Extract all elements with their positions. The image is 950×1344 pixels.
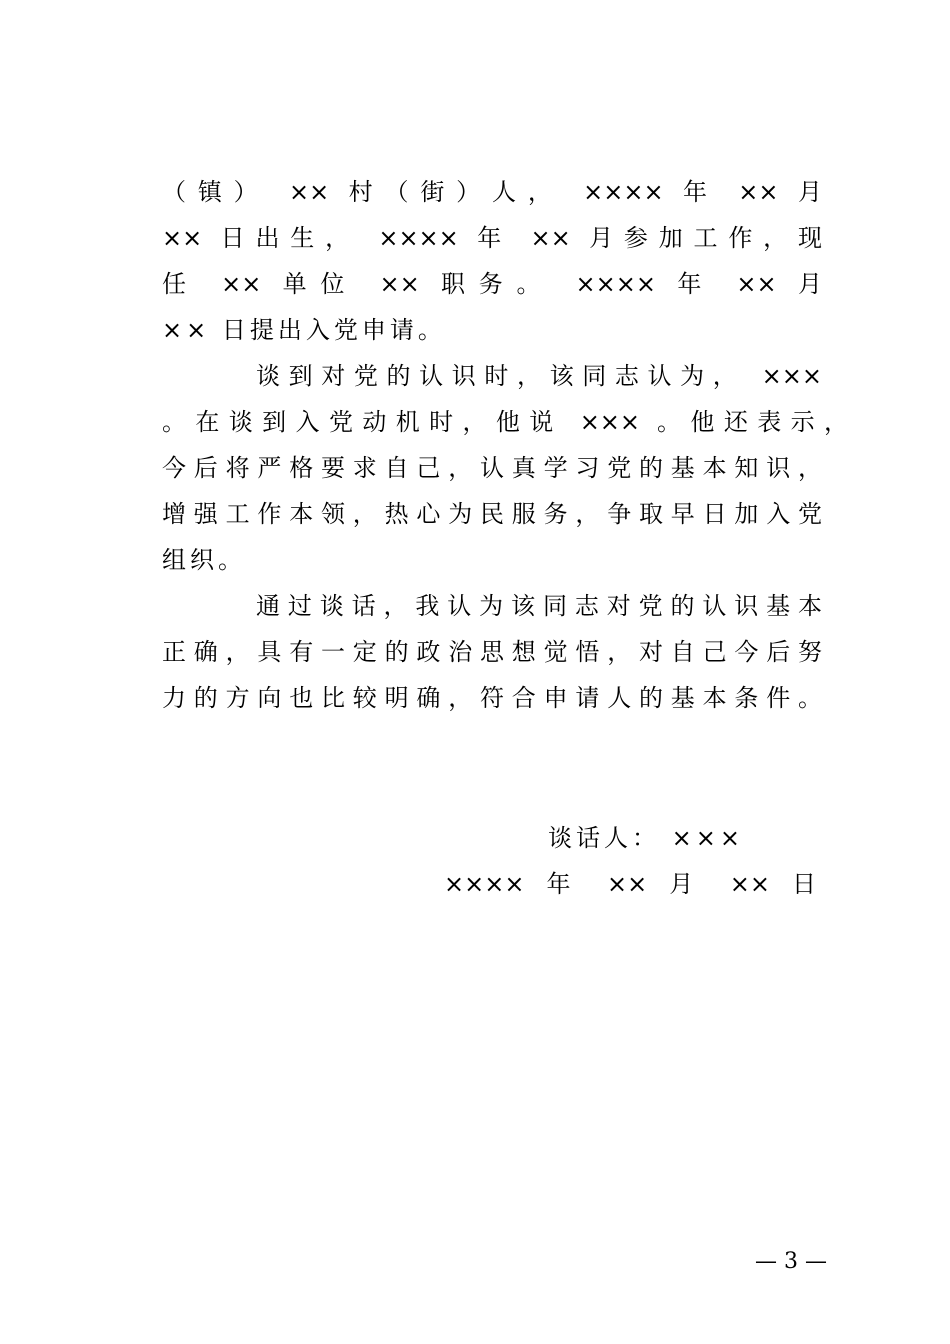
text-line: 组织。	[162, 546, 246, 574]
page-number: — 3 —	[755, 1249, 827, 1274]
text-line: 力的方向也比较明确，符合申请人的基本条件。	[162, 684, 822, 712]
signature-date: ×××× 年 ×× 月 ×× 日	[444, 870, 816, 898]
text-line: 任 ×× 单位 ×× 职务。 ×××× 年 ×× 月	[162, 270, 822, 298]
text-line: 正确，具有一定的政治思想觉悟，对自己今后努	[162, 638, 822, 666]
text-line: 今后将严格要求自己，认真学习党的基本知识，	[162, 454, 822, 482]
text-line: ×× 日提出入党申请。	[162, 316, 446, 344]
text-line: 谈到对党的认识时，该同志认为， ×××	[256, 362, 822, 390]
text-line: ×× 日出生， ×××× 年 ×× 月参加工作，现	[162, 224, 822, 252]
text-line: 通过谈话，我认为该同志对党的认识基本	[256, 592, 822, 620]
text-line: 增强工作本领，热心为民服务，争取早日加入党	[162, 500, 822, 528]
interviewer-signature: 谈话人： ×××	[548, 824, 744, 852]
text-line: （镇） ×× 村（街）人， ×××× 年 ×× 月	[162, 178, 822, 206]
text-line: 。在谈到入党动机时，他说 ××× 。他还表示，	[162, 408, 848, 436]
